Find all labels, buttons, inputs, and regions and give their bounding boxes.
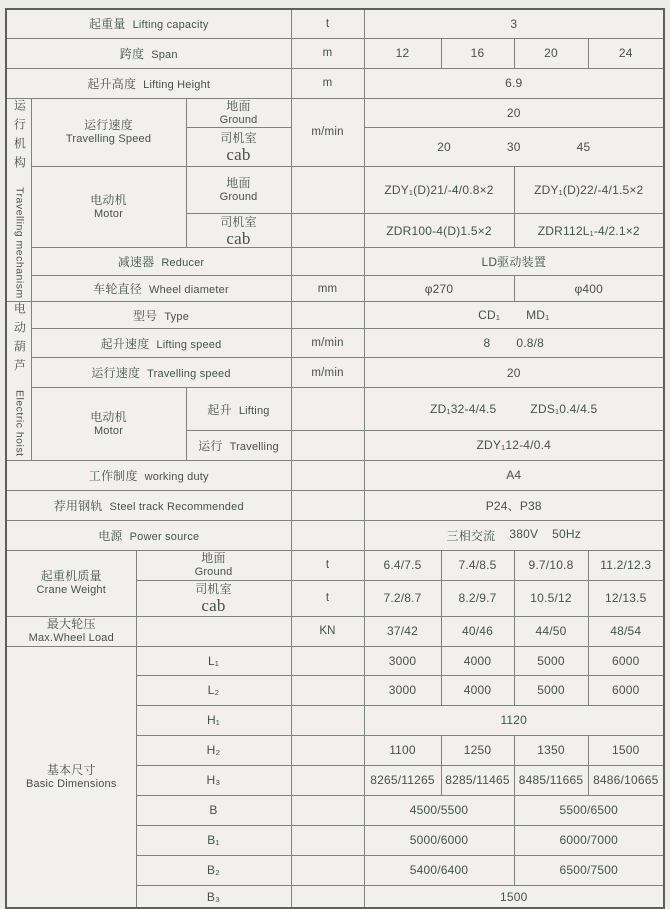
dim-l2-name: L₂: [136, 675, 291, 705]
empty-unit-cell: [291, 855, 364, 885]
lifting-height-label: [6, 68, 291, 98]
max-wheel-load-value-3: 44/50: [514, 616, 588, 646]
dim-h3-value-2: 8285/11465: [441, 765, 514, 795]
crane-weight-cab-zh: 司机室: [195, 582, 232, 597]
dim-h3-value-4: 8486/10665: [588, 765, 664, 795]
dim-h1-name: H₁: [136, 705, 291, 735]
max-wheel-load-label-en: Max.Wheel Load: [28, 631, 114, 644]
hoist-motor-lifting-label: [186, 388, 291, 431]
steel-track-value: P24、P38: [364, 490, 664, 520]
dim-l2-value-1: 3000: [364, 675, 441, 705]
empty-unit-cell: [291, 430, 364, 460]
empty-unit-cell: [291, 885, 364, 908]
power-source-label-zh: 电源: [98, 528, 123, 543]
crane-weight-cab-value-3: 10.5/12: [514, 580, 588, 616]
travel-motor-ground-zh: 地面: [226, 175, 251, 190]
crane-weight-ground-value-2: 7.4/8.5: [441, 550, 514, 580]
hoist-lifting-speed-values: [364, 329, 664, 358]
power-source-value-3: 50Hz: [552, 526, 581, 541]
dim-b1-value-2: 6000/7000: [514, 825, 664, 855]
row-dim-l1: [6, 646, 664, 675]
basic-dimensions-label-en: Basic Dimensions: [25, 777, 117, 790]
lifting-capacity-label-zh: 起重量: [88, 17, 126, 32]
hoist-type-value-2: MD₁: [526, 308, 550, 323]
travel-speed-ground-en: Ground: [219, 113, 258, 126]
max-wheel-load-value-4: 48/54: [588, 616, 664, 646]
dim-h1-value: 1120: [364, 705, 664, 735]
travel-speed-cab-value-1: 20: [437, 140, 451, 155]
row-lifting-height: [6, 68, 664, 98]
travel-motor-label: [31, 167, 186, 248]
crane-weight-ground-unit: t: [291, 550, 364, 580]
travel-motor-cab-zh: 司机室: [220, 214, 257, 229]
row-travel-speed-ground: [6, 98, 664, 128]
section-travelling-mechanism-text: [12, 99, 25, 299]
lifting-capacity-unit: t: [291, 9, 364, 38]
dim-h2-value-3: 1350: [514, 735, 588, 765]
basic-dimensions-label-zh: 基本尺寸: [46, 762, 96, 777]
hoist-lifting-speed-unit: m/min: [291, 329, 364, 358]
crane-weight-ground-value-1: 6.4/7.5: [364, 550, 441, 580]
hoist-type-label: [31, 302, 291, 329]
empty-unit-cell: [291, 460, 364, 490]
lifting-capacity-label-en: Lifting capacity: [132, 19, 209, 32]
power-source-label: [6, 520, 291, 550]
wheel-diameter-unit: mm: [291, 276, 364, 302]
dim-l2-value-4: 6000: [588, 675, 664, 705]
steel-track-label-zh: 荐用钢轨: [53, 498, 103, 513]
lifting-capacity-label: [6, 9, 291, 38]
working-duty-label-en: working duty: [144, 470, 209, 483]
dim-l1-value-2: 4000: [441, 646, 514, 675]
row-crane-weight-ground: [6, 550, 664, 580]
crane-spec-table: [5, 8, 665, 909]
lifting-height-label-zh: 起升高度: [87, 76, 137, 91]
steel-track-label: [6, 490, 291, 520]
section-travelling-mechanism-en: Travelling mechanism: [13, 186, 26, 299]
hoist-type-values: [364, 302, 664, 329]
hoist-motor-lifting-value-1: ZD₁32-4/4.5: [430, 402, 497, 416]
power-source-label-en: Power source: [129, 530, 200, 543]
hoist-lifting-speed-value-2: 0.8/8: [516, 336, 545, 351]
travel-motor-cab-label: [186, 214, 291, 248]
max-wheel-load-label: [6, 616, 136, 646]
section-electric-hoist-zh: 电动葫芦: [12, 302, 27, 379]
hoist-motor-travelling-en: Travelling: [229, 440, 279, 453]
crane-weight-label: [6, 550, 136, 616]
empty-unit-cell: [291, 214, 364, 248]
max-wheel-load-unit: KN: [291, 616, 364, 646]
crane-weight-ground-value-3: 9.7/10.8: [514, 550, 588, 580]
hoist-motor-label-zh: 电动机: [90, 409, 127, 424]
travel-motor-cab-value-2: ZDR112L₁-4/2.1×2: [514, 214, 664, 248]
row-hoist-travelling-speed: [6, 358, 664, 388]
empty-sublabel-cell: [136, 616, 291, 646]
dim-l1-value-4: 6000: [588, 646, 664, 675]
hoist-type-label-en: Type: [164, 310, 190, 323]
row-power-source: [6, 520, 664, 550]
empty-unit-cell: [291, 705, 364, 735]
span-value-20: 20: [514, 38, 588, 68]
dim-b3-value: 1500: [364, 885, 664, 908]
hoist-motor-travelling-label: [186, 430, 291, 460]
row-reducer: [6, 248, 664, 276]
dim-l1-value-1: 3000: [364, 646, 441, 675]
row-travel-motor-ground: [6, 167, 664, 214]
lifting-height-value: 6.9: [364, 68, 664, 98]
span-label-en: Span: [151, 48, 178, 61]
hoist-travelling-speed-value: 20: [364, 358, 664, 388]
row-lifting-capacity: [6, 9, 664, 38]
steel-track-label-en: Steel track Recommended: [109, 500, 244, 513]
hoist-motor-travelling-zh: 运行: [198, 438, 223, 453]
power-source-value-2: 380V: [509, 526, 539, 541]
crane-weight-cab-en: cab: [201, 596, 226, 616]
travel-speed-cab-value-3: 45: [576, 140, 591, 155]
working-duty-label: [6, 460, 291, 490]
hoist-type-label-zh: 型号: [132, 308, 158, 323]
span-label-zh: 跨度: [119, 46, 145, 61]
lifting-capacity-value: 3: [364, 9, 664, 38]
working-duty-label-zh: 工作制度: [88, 468, 138, 483]
reducer-label: [31, 248, 291, 276]
travel-speed-cab-values: [364, 128, 664, 167]
travel-speed-ground-label: [186, 98, 291, 128]
empty-unit-cell: [291, 167, 364, 214]
power-source-value-1: 三相交流: [446, 528, 496, 543]
hoist-motor-travelling-value: ZDY₁12-4/0.4: [364, 430, 664, 460]
dim-b-value-2: 5500/6500: [514, 795, 664, 825]
crane-weight-label-en: Crane Weight: [36, 583, 106, 596]
empty-unit-cell: [291, 795, 364, 825]
empty-unit-cell: [291, 675, 364, 705]
empty-unit-cell: [291, 302, 364, 329]
travel-motor-ground-value-2: ZDY₁(D)22/-4/1.5×2: [514, 167, 664, 214]
hoist-motor-label: [31, 388, 186, 461]
hoist-motor-lifting-value-2: ZDS₁0.4/4.5: [530, 402, 598, 416]
section-electric-hoist-text: [12, 302, 25, 457]
travel-motor-cab-en: cab: [226, 228, 251, 248]
row-max-wheel-load: [6, 616, 664, 646]
dim-h2-value-4: 1500: [588, 735, 664, 765]
max-wheel-load-value-1: 37/42: [364, 616, 441, 646]
travel-speed-ground-zh: 地面: [226, 98, 251, 113]
travel-speed-unit: m/min: [291, 98, 364, 167]
hoist-motor-lifting-zh: 起升: [207, 402, 232, 417]
crane-weight-ground-value-4: 11.2/12.3: [588, 550, 664, 580]
travel-speed-cab-label: [186, 128, 291, 167]
empty-unit-cell: [291, 735, 364, 765]
dim-b2-value-2: 6500/7500: [514, 855, 664, 885]
span-value-16: 16: [441, 38, 514, 68]
row-wheel-diameter: [6, 276, 664, 302]
power-source-value: [364, 520, 664, 550]
travel-motor-ground-value-1: ZDY₁(D)21/-4/0.8×2: [364, 167, 514, 214]
hoist-lifting-speed-label-en: Lifting speed: [156, 338, 222, 351]
dim-b1-name: B₁: [136, 825, 291, 855]
hoist-motor-lifting-en: Lifting: [238, 404, 270, 417]
hoist-travelling-speed-label: [31, 358, 291, 388]
wheel-diameter-label-zh: 车轮直径: [93, 282, 142, 297]
crane-weight-label-zh: 起重机质量: [40, 568, 102, 583]
reducer-label-en: Reducer: [161, 257, 205, 270]
row-steel-track: [6, 490, 664, 520]
reducer-value: LD驱动装置: [364, 248, 664, 276]
dim-h2-name: H₂: [136, 735, 291, 765]
dim-b3-name: B₃: [136, 885, 291, 908]
hoist-motor-lifting-values: [364, 388, 664, 431]
travel-motor-ground-en: Ground: [219, 190, 258, 203]
dim-h2-value-1: 1100: [364, 735, 441, 765]
reducer-label-zh: 减速器: [117, 255, 155, 270]
crane-weight-cab-value-1: 7.2/8.7: [364, 580, 441, 616]
wheel-diameter-value-2: φ400: [514, 276, 664, 302]
dim-h3-value-1: 8265/11265: [364, 765, 441, 795]
travel-speed-label-zh: 运行速度: [84, 118, 133, 132]
section-electric-hoist: [6, 302, 31, 461]
lifting-height-label-en: Lifting Height: [143, 78, 211, 91]
travel-speed-label-en: Travelling Speed: [65, 133, 152, 145]
empty-unit-cell: [291, 520, 364, 550]
max-wheel-load-value-2: 40/46: [441, 616, 514, 646]
row-hoist-type: [6, 302, 664, 329]
hoist-type-value-1: CD₁: [478, 308, 501, 323]
span-unit: m: [291, 38, 364, 68]
travel-speed-label: [31, 98, 186, 167]
hoist-lifting-speed-label-zh: 起升速度: [100, 336, 150, 351]
row-hoist-motor-lifting: [6, 388, 664, 431]
travel-speed-cab-zh: 司机室: [220, 131, 257, 146]
dim-l2-value-3: 5000: [514, 675, 588, 705]
empty-unit-cell: [291, 765, 364, 795]
lifting-height-unit: m: [291, 68, 364, 98]
row-span: [6, 38, 664, 68]
empty-unit-cell: [291, 646, 364, 675]
row-hoist-lifting-speed: [6, 329, 664, 358]
dim-b1-value-1: 5000/6000: [364, 825, 514, 855]
hoist-travelling-speed-label-zh: 运行速度: [91, 366, 141, 381]
dim-l1-name: L₁: [136, 646, 291, 675]
section-electric-hoist-en: Electric hoist: [13, 390, 26, 457]
hoist-lifting-speed-value-1: 8: [483, 336, 491, 351]
row-working-duty: [6, 460, 664, 490]
span-value-12: 12: [364, 38, 441, 68]
crane-weight-ground-label: [136, 550, 291, 580]
dim-h3-value-3: 8485/11665: [514, 765, 588, 795]
section-travelling-mechanism-zh: 运行机构: [12, 98, 27, 175]
wheel-diameter-label: [31, 276, 291, 302]
crane-weight-cab-value-4: 12/13.5: [588, 580, 664, 616]
basic-dimensions-label: [6, 646, 136, 908]
travel-speed-ground-value: 20: [364, 98, 664, 128]
max-wheel-load-label-zh: 最大轮压: [46, 616, 96, 631]
crane-weight-cab-label: [136, 580, 291, 616]
working-duty-value: A4: [364, 460, 664, 490]
travel-motor-cab-value-1: ZDR100-4(D)1.5×2: [364, 214, 514, 248]
span-label: [6, 38, 291, 68]
dim-h2-value-2: 1250: [441, 735, 514, 765]
dim-b2-value-1: 5400/6400: [364, 855, 514, 885]
travel-speed-cab-en: cab: [226, 145, 251, 165]
hoist-travelling-speed-label-en: Travelling speed: [147, 368, 231, 381]
dim-b2-name: B₂: [136, 855, 291, 885]
travel-motor-ground-label: [186, 167, 291, 214]
dim-l2-value-2: 4000: [441, 675, 514, 705]
empty-unit-cell: [291, 388, 364, 431]
travel-motor-label-en: Motor: [93, 207, 124, 220]
crane-weight-cab-unit: t: [291, 580, 364, 616]
empty-unit-cell: [291, 825, 364, 855]
wheel-diameter-value-1: φ270: [364, 276, 514, 302]
hoist-motor-label-en: Motor: [93, 424, 124, 437]
crane-weight-ground-en: Ground: [194, 565, 233, 578]
dim-b-value-1: 4500/5500: [364, 795, 514, 825]
travel-speed-cab-value-2: 30: [506, 140, 521, 155]
crane-weight-ground-zh: 地面: [201, 550, 226, 565]
dim-b-name: B: [136, 795, 291, 825]
span-value-24: 24: [588, 38, 664, 68]
empty-unit-cell: [291, 490, 364, 520]
travel-motor-label-zh: 电动机: [90, 192, 127, 207]
wheel-diameter-label-en: Wheel diameter: [148, 284, 229, 297]
dim-l1-value-3: 5000: [514, 646, 588, 675]
section-travelling-mechanism: [6, 98, 31, 302]
crane-weight-cab-value-2: 8.2/9.7: [441, 580, 514, 616]
hoist-lifting-speed-label: [31, 329, 291, 358]
hoist-travelling-speed-unit: m/min: [291, 358, 364, 388]
dim-h3-name: H₃: [136, 765, 291, 795]
empty-unit-cell: [291, 248, 364, 276]
